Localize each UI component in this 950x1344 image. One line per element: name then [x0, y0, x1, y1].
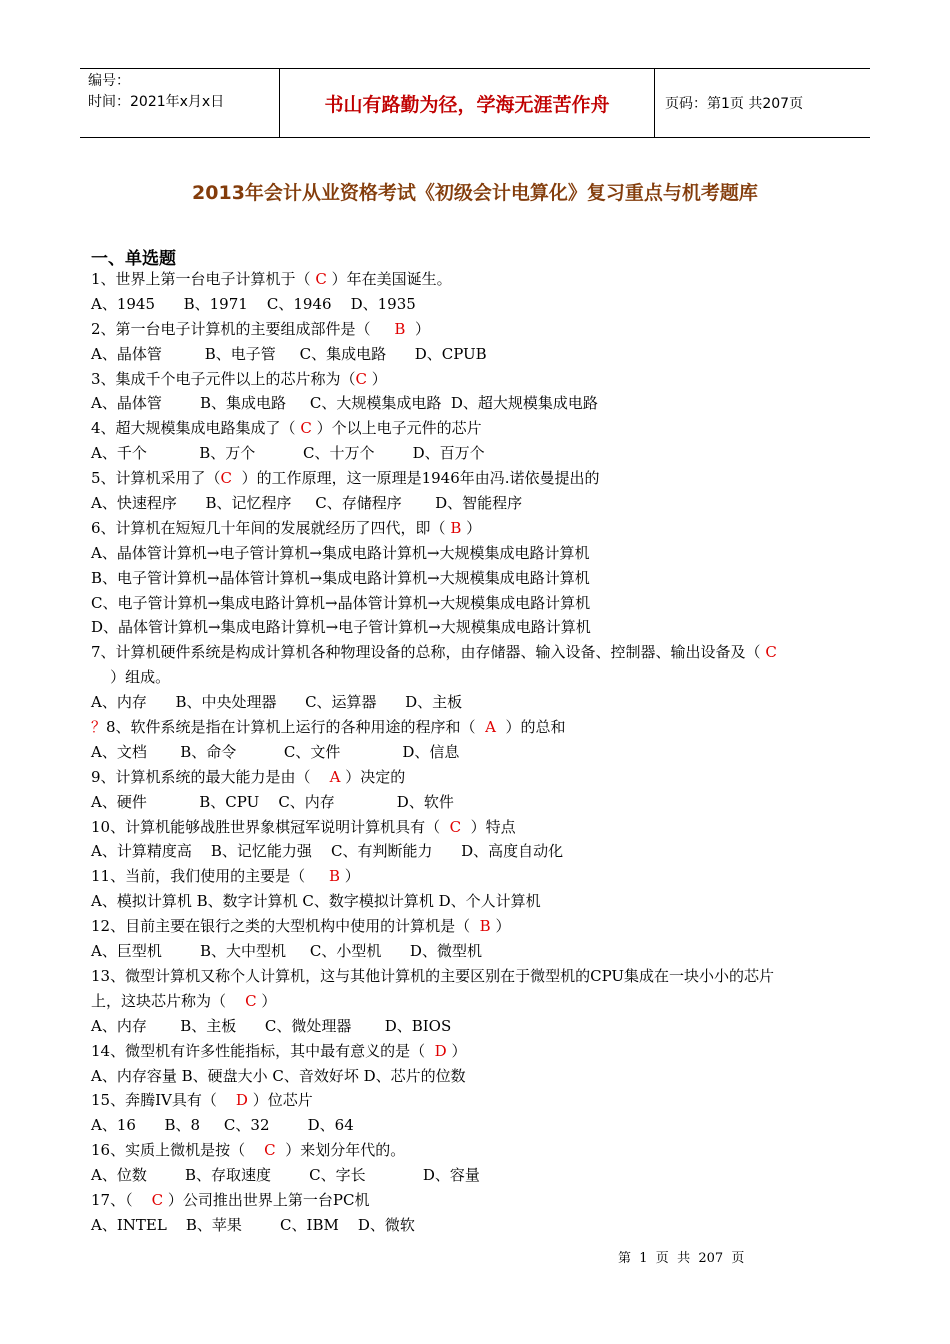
header-motto: 书山有路勤为径，学海无涯苦作舟 [280, 69, 655, 137]
question-line [91, 665, 881, 690]
line-text-tail: ）个以上电子元件的芯片 [311, 419, 482, 438]
answer-mark: C [300, 419, 312, 438]
question-line [91, 1213, 881, 1238]
line-text: A、晶体管计算机→电子管计算机→集成电路计算机→大规模集成电路计算机 [91, 543, 590, 562]
answer-mark: C [245, 991, 257, 1010]
question-line [91, 1088, 881, 1113]
question-line [91, 864, 881, 889]
question-line [91, 466, 881, 491]
question-line [91, 292, 881, 317]
line-text: D、晶体管计算机→集成电路计算机→电子管计算机→大规模集成电路计算机 [91, 618, 591, 637]
line-text: A、硬件 B、CPU C、内存 D、软件 [91, 792, 454, 811]
answer-mark: C [315, 270, 327, 288]
line-text: 5、计算机采用了（ [91, 469, 221, 488]
question-line [91, 715, 881, 740]
line-text: 7、计算机硬件系统是构成计算机各种物理设备的总称，由存储器、输入设备、控制器、输出设备及（ [91, 643, 766, 662]
question-line [91, 1064, 881, 1089]
line-text-tail: ）特点 [461, 817, 516, 836]
document-header [80, 68, 870, 138]
question-line [91, 1039, 881, 1064]
line-text: A、晶体管 B、电子管 C、集成电路 D、CPUB [91, 344, 487, 363]
line-text: A、计算精度高 B、记忆能力强 C、有判断能力 D、高度自动化 [91, 842, 564, 861]
line-text: 15、奔腾IV具有（ [91, 1091, 236, 1110]
line-text: A、快速程序 B、记忆程序 C、存储程序 D、智能程序 [91, 494, 523, 513]
line-text-tail: ）的工作原理，这一原理是1946年由冯.诺依曼提出的 [232, 469, 600, 488]
line-text-tail: ）公司推出世界上第一台PC机 [163, 1190, 370, 1209]
question-line [91, 1188, 881, 1213]
question-line [91, 765, 881, 790]
question-line [91, 740, 881, 765]
answer-mark: B [479, 917, 491, 936]
line-text: A、模拟计算机 B、数字计算机 C、数字模拟计算机 D、个人计算机 [91, 892, 541, 911]
question-list [91, 267, 881, 1238]
line-text: A、16 B、8 C、32 D、64 [91, 1116, 354, 1135]
answer-mark: C [264, 1141, 276, 1160]
question-line [91, 790, 881, 815]
line-text-tail: ） [490, 917, 511, 936]
line-text: 12、目前主要在银行之类的大型机构中使用的计算机是（ [91, 917, 480, 936]
question-line [91, 815, 881, 840]
line-text-tail: ）年在美国诞生。 [326, 270, 452, 288]
document-title: 2013年会计从业资格考试《初级会计电算化》复习重点与机考题库 [192, 182, 758, 204]
answer-mark: B [450, 518, 462, 537]
question-line [91, 839, 881, 864]
line-text-tail: ） [405, 319, 430, 338]
question-line [91, 1138, 881, 1163]
question-line [91, 516, 881, 541]
line-text-tail: ）来划分年代的。 [275, 1141, 406, 1160]
line-text: A、文档 B、命令 C、文件 D、信息 [91, 742, 460, 761]
question-marker: ？ [91, 718, 107, 737]
line-text: 6、计算机在短短几十年间的发展就经历了四代，即（ [91, 518, 451, 537]
time-label: 时间：2021年x月x日 [88, 94, 225, 110]
answer-mark: B [328, 867, 340, 886]
line-text: ）组成。 [91, 668, 171, 687]
line-text: 3、集成千个电子元件以上的芯片称为（ [91, 369, 356, 388]
line-text: A、内存 B、中央处理器 C、运算器 D、主板 [91, 693, 463, 712]
question-line [91, 317, 881, 342]
answer-mark: A [329, 767, 341, 786]
question-line [91, 889, 881, 914]
line-text: 上，这块芯片称为（ [91, 991, 246, 1010]
question-line [91, 591, 881, 616]
line-text-tail: ）决定的 [340, 767, 406, 786]
line-text-tail: ） [339, 867, 360, 886]
line-text-tail: ） [367, 369, 387, 388]
line-text: 8、软件系统是指在计算机上运行的各种用途的程序和（ [106, 718, 486, 737]
line-text: 2、第一台电子计算机的主要组成部件是（ [91, 319, 395, 338]
answer-mark: C [220, 469, 233, 488]
question-line [91, 615, 881, 640]
line-text: 10、计算机能够战胜世界象棋冠军说明计算机具有（ [91, 817, 450, 836]
section-heading: 一、单选题 [91, 249, 176, 269]
line-text-tail: ） [446, 1041, 467, 1060]
line-text: 11、当前，我们使用的主要是（ [91, 867, 329, 886]
question-line [91, 1014, 881, 1039]
line-text: A、巨型机 B、大中型机 C、小型机 D、微型机 [91, 942, 482, 961]
header-meta [80, 69, 280, 137]
line-text: A、晶体管 B、集成电路 C、大规模集成电路 D、超大规模集成电路 [91, 394, 598, 413]
question-line [91, 566, 881, 591]
question-line [91, 1113, 881, 1138]
line-text: A、位数 B、存取速度 C、字长 D、容量 [91, 1166, 480, 1185]
question-line [91, 541, 881, 566]
question-line [91, 640, 881, 665]
line-text: C、电子管计算机→集成电路计算机→晶体管计算机→大规模集成电路计算机 [91, 593, 591, 612]
question-line [91, 416, 881, 441]
line-text-tail: ）位芯片 [247, 1091, 313, 1110]
answer-mark: D [434, 1041, 447, 1060]
line-text: 17、（ [91, 1190, 152, 1209]
line-text: 13、微型计算机又称个人计算机，这与其他计算机的主要区别在于微型机的CPU集成在一块小小的芯片 [91, 966, 775, 985]
line-text: 9、计算机系统的最大能力是由（ [91, 767, 330, 786]
question-line [91, 690, 881, 715]
line-text: A、1945 B、1971 C、1946 D、1935 [91, 294, 416, 313]
page-footer: 第 1 页 共 207 页 [618, 1251, 745, 1266]
line-text: A、千个 B、万个 C、十万个 D、百万个 [91, 444, 485, 463]
answer-mark: D [235, 1091, 248, 1110]
question-line [91, 441, 881, 466]
line-text: 14、微型机有许多性能指标，其中最有意义的是（ [91, 1041, 435, 1060]
answer-mark: C [449, 817, 462, 836]
question-line [91, 989, 881, 1014]
question-line [91, 367, 881, 392]
line-text: A、INTEL B、苹果 C、IBM D、微软 [91, 1215, 415, 1234]
question-line [91, 914, 881, 939]
question-line [91, 491, 881, 516]
line-text-tail: ）的总和 [495, 718, 566, 737]
answer-mark: A [485, 718, 496, 737]
question-line [91, 964, 881, 989]
line-text: A、内存容量 B、硬盘大小 C、音效好坏 D、芯片的位数 [91, 1066, 466, 1085]
question-line [91, 1163, 881, 1188]
line-text: A、内存 B、主板 C、微处理器 D、BIOS [91, 1016, 452, 1035]
number-label: 编号： [88, 73, 130, 89]
line-text: 1、世界上第一台电子计算机于（ [91, 270, 316, 288]
answer-mark: C [765, 643, 777, 662]
line-text-tail: ） [256, 991, 277, 1010]
line-text-tail: ） [461, 518, 482, 537]
line-text: B、电子管计算机→晶体管计算机→集成电路计算机→大规模集成电路计算机 [91, 568, 590, 587]
answer-mark: C [355, 369, 368, 388]
question-line [91, 342, 881, 367]
question-line [91, 267, 881, 292]
answer-mark: C [151, 1190, 164, 1209]
answer-mark: B [394, 319, 406, 338]
question-line [91, 939, 881, 964]
line-text: 4、超大规模集成电路集成了（ [91, 419, 301, 438]
line-text: 16、实质上微机是按（ [91, 1141, 265, 1160]
question-line [91, 391, 881, 416]
header-page-info: 页码：第1页 共207页 [665, 96, 804, 112]
